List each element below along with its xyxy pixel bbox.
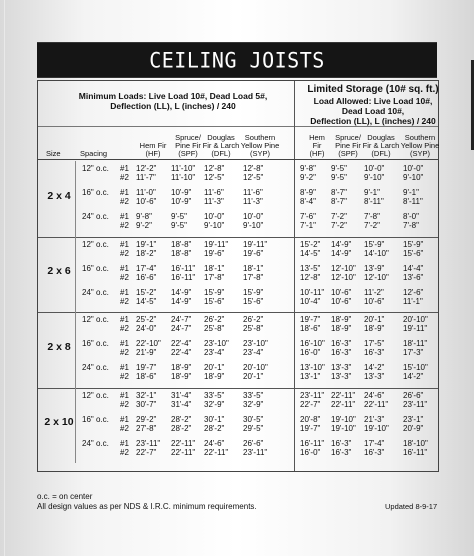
span-cell: 19'-11" <box>403 324 428 333</box>
span-cell: 22'-11" <box>171 438 196 448</box>
spacing-label: 16" o.c. <box>82 188 109 197</box>
spacing-label: 16" o.c. <box>82 339 109 348</box>
span-cell: 10'-6" <box>364 296 385 306</box>
footnote-oc: o.c. = on center <box>37 492 93 501</box>
size-label: 2 x 4 <box>47 189 71 202</box>
span-cell: 22'-7" <box>136 447 157 457</box>
span-cell: 22'-11" <box>331 399 356 409</box>
span-cell: 17'-3" <box>403 348 424 357</box>
lim-col-3-header-line: Yellow Pine <box>400 141 440 150</box>
span-cell: 13'-3" <box>331 372 352 381</box>
span-cell: 30'-5" <box>243 414 264 424</box>
span-cell: 22'-4" <box>171 348 192 357</box>
span-cell: 9'-8" <box>300 164 316 173</box>
span-cell: 16'-3" <box>331 339 352 348</box>
spacing-label: 12" o.c. <box>82 390 109 400</box>
min-col-3-header-line: (SYP) <box>249 149 270 158</box>
span-cell: 15'-9" <box>243 287 264 297</box>
span-cell: 20'-9" <box>403 423 424 433</box>
grade-label: #1 <box>120 390 129 400</box>
span-cell: 27'-8" <box>136 423 157 433</box>
spacing-label: 24" o.c. <box>82 212 109 221</box>
span-cell: 14'-5" <box>136 296 157 306</box>
span-cell: 9'-1" <box>403 188 419 197</box>
span-cell: 19'-11" <box>243 239 268 249</box>
span-cell: 23'-11" <box>136 438 161 448</box>
span-cell: 28'-2" <box>171 423 192 433</box>
span-cell: 19'-11" <box>204 239 229 249</box>
lim-col-3-header-line: Southern <box>404 133 436 142</box>
span-cell: 20'-10" <box>243 363 268 372</box>
span-cell: 9'-5" <box>331 164 347 173</box>
span-cell: 18'-9" <box>331 324 352 333</box>
span-cell: 18'-9" <box>204 372 225 381</box>
span-cell: 20'-10" <box>403 315 428 324</box>
span-cell: 16'-3" <box>331 438 352 448</box>
spacing-label: 16" o.c. <box>82 263 109 273</box>
grade-label: #2 <box>120 221 129 230</box>
span-cell: 13'-3" <box>364 372 385 381</box>
span-cell: 19'-10" <box>331 414 356 424</box>
span-cell: 19'-7" <box>136 363 157 372</box>
span-cell: 32'-9" <box>243 399 264 409</box>
column-header-rule <box>38 159 438 160</box>
span-cell: 18'-6" <box>136 372 157 381</box>
limited-storage-subheading <box>303 96 443 126</box>
span-cell: 22'-10" <box>136 339 161 348</box>
span-cell: 9'-10" <box>403 173 424 182</box>
span-cell: 12'-5" <box>243 173 264 182</box>
span-cell: 10'-0" <box>403 164 424 173</box>
span-cell: 16'-3" <box>364 348 385 357</box>
span-cell: 9'-1" <box>364 188 380 197</box>
span-cell: 7'-1" <box>300 221 316 230</box>
span-cell: 28'-2" <box>171 414 192 424</box>
span-cell: 15'-2" <box>300 239 321 249</box>
span-cell: 9'-5" <box>171 221 187 230</box>
span-cell: 26'-2" <box>243 315 264 324</box>
span-cell: 10'-6" <box>331 287 352 297</box>
span-cell: 9'-8" <box>136 212 152 221</box>
span-cell: 22'-4" <box>171 339 192 348</box>
span-cell: 25'-8" <box>204 324 225 333</box>
grade-label: #1 <box>120 315 129 324</box>
span-cell: 8'-11" <box>403 197 423 206</box>
grade-label: #1 <box>120 287 129 297</box>
span-cell: 14'-9" <box>171 296 192 306</box>
span-cell: 16'-11" <box>300 438 325 448</box>
span-cell: 16'-0" <box>300 348 321 357</box>
span-cell: 11'-6" <box>243 188 263 197</box>
span-cell: 22'-11" <box>204 447 229 457</box>
span-cell: 15'-6" <box>243 296 264 306</box>
span-cell: 10'-6" <box>331 296 352 306</box>
lim-col-2-header-line: Douglas <box>367 133 395 142</box>
size-label: 2 x 10 <box>44 416 74 429</box>
span-cell: 12'-10" <box>331 263 356 273</box>
span-cell: 13'-5" <box>300 263 321 273</box>
span-cell: 24'-0" <box>136 324 157 333</box>
span-cell: 8'-0" <box>403 212 419 221</box>
span-cell: 13'-1" <box>300 372 321 381</box>
span-cell: 10'-0" <box>243 212 264 221</box>
spacing-label: 16" o.c. <box>82 414 109 424</box>
span-cell: 12'-8" <box>300 272 321 282</box>
span-cell: 32'-1" <box>136 390 157 400</box>
grade-label: #1 <box>120 239 129 249</box>
lim-col-1-header-line: (SPF) <box>338 149 358 158</box>
section-divider <box>294 81 295 471</box>
lim-col-0-header-line: Hem <box>309 133 325 142</box>
span-cell: 19'-10" <box>364 423 389 433</box>
grade-label: #1 <box>120 438 129 448</box>
span-cell: 20'-1" <box>243 372 264 381</box>
lim-col-0-header-line: Fir <box>312 141 322 150</box>
span-cell: 10'-4" <box>300 296 321 306</box>
size-block-divider <box>38 312 438 313</box>
min-col-0-header-line: (HF) <box>145 149 161 158</box>
span-cell: 19'-10" <box>331 423 356 433</box>
grade-label: #2 <box>120 173 129 182</box>
span-cell: 23'-4" <box>204 348 225 357</box>
span-cell: 26'-6" <box>243 438 264 448</box>
span-cell: 18'-9" <box>364 324 385 333</box>
span-cell: 23'-11" <box>403 399 428 409</box>
lim-col-2-header-line: (DFL) <box>371 149 391 158</box>
span-cell: 29'-5" <box>243 423 264 433</box>
span-cell: 19'-6" <box>243 248 264 258</box>
span-cell: 15'-9" <box>364 239 385 249</box>
span-cell: 9'-10" <box>364 173 385 182</box>
span-cell: 10'-9" <box>171 197 192 206</box>
lim-col-1-header-line: Pine Fir <box>335 141 361 150</box>
min-col-1-header-line: Pine Fir <box>175 141 201 150</box>
grade-label: #2 <box>120 296 129 306</box>
updated-date: Updated 8-9-17 <box>385 502 438 511</box>
grade-label: #2 <box>120 447 129 457</box>
span-cell: 23'-10" <box>204 339 229 348</box>
spacing-label: 24" o.c. <box>82 287 109 297</box>
span-cell: 12'-5" <box>204 173 225 182</box>
size-column-divider <box>75 161 76 237</box>
span-cell: 23'-11" <box>243 447 268 457</box>
span-cell: 8'-9" <box>300 188 316 197</box>
grade-label: #2 <box>120 348 129 357</box>
span-cell: 11'-10" <box>171 173 196 182</box>
minimum-loads-line-2: Deflection (LL), L (inches) / 240 <box>110 101 236 111</box>
span-cell: 18'-6" <box>300 324 321 333</box>
span-cell: 32'-9" <box>204 399 225 409</box>
span-cell: 22'-7" <box>300 399 321 409</box>
span-cell: 7'-8" <box>403 221 419 230</box>
span-cell: 20'-1" <box>204 363 225 372</box>
span-cell: 12'-2" <box>136 164 157 173</box>
span-cell: 11'-10" <box>171 164 196 173</box>
span-cell: 9'-5" <box>171 212 187 221</box>
size-label: 2 x 8 <box>47 340 71 353</box>
span-cell: 18'-9" <box>171 363 192 372</box>
span-cell: 17'-5" <box>364 339 385 348</box>
lim-col-0-header-line: (HF) <box>309 149 325 158</box>
spacing-label: 24" o.c. <box>82 363 109 372</box>
limited-storage-line-3: Deflection (LL), L (inches) / 240 <box>310 116 436 126</box>
span-cell: 7'-8" <box>364 212 380 221</box>
span-cell: 30'-7" <box>136 399 157 409</box>
span-cell: 29'-2" <box>136 414 157 424</box>
span-cell: 13'-6" <box>403 272 424 282</box>
span-cell: 12'-8" <box>204 164 225 173</box>
min-col-3-header-line: Southern <box>244 133 276 142</box>
min-col-3-header-line: Yellow Pine <box>240 141 280 150</box>
span-cell: 21'-3" <box>364 414 385 424</box>
span-cell: 16'-0" <box>300 447 321 457</box>
span-cell: 33'-5" <box>243 390 264 400</box>
span-cell: 16'-11" <box>171 272 196 282</box>
span-cell: 7'-2" <box>364 221 380 230</box>
grade-label: #1 <box>120 263 129 273</box>
span-cell: 15'-9" <box>204 287 225 297</box>
grade-label: #2 <box>120 372 129 381</box>
span-cell: 20'-1" <box>364 315 385 324</box>
span-cell: 25'-8" <box>243 324 264 333</box>
span-cell: 7'-2" <box>331 221 347 230</box>
lim-col-2-header-line: Fir & Larch <box>362 141 400 150</box>
span-cell: 18'-10" <box>403 438 428 448</box>
span-cell: 19'-7" <box>300 315 321 324</box>
span-cell: 16'-3" <box>331 447 352 457</box>
span-cell: 12'-6" <box>403 287 424 297</box>
size-column-divider <box>75 312 76 388</box>
grade-label: #1 <box>120 212 129 221</box>
span-cell: 23'-4" <box>243 348 264 357</box>
spacing-label: 24" o.c. <box>82 438 109 448</box>
minimum-loads-line-1: Minimum Loads: Live Load 10#, Dead Load 5#, <box>78 91 268 101</box>
spacing-label: 12" o.c. <box>82 239 109 249</box>
span-cell: 13'-9" <box>364 263 385 273</box>
span-cell: 26'-2" <box>204 315 225 324</box>
min-col-0-header-line: Hem Fir <box>139 141 167 150</box>
span-cell: 16'-11" <box>403 447 428 457</box>
span-cell: 16'-11" <box>171 263 196 273</box>
min-col-2-header-line: Douglas <box>207 133 235 142</box>
span-cell: 19'-1" <box>136 239 157 249</box>
span-cell: 9'-2" <box>136 221 152 230</box>
span-cell: 26'-6" <box>403 390 424 400</box>
span-cell: 13'-10" <box>300 363 325 372</box>
span-cell: 24'-7" <box>171 315 192 324</box>
size-column-divider <box>75 237 76 313</box>
span-cell: 15'-6" <box>403 248 424 258</box>
page-title: CEILING JOISTS <box>37 42 437 78</box>
span-cell: 18'-8" <box>171 239 192 249</box>
grade-label: #1 <box>120 363 129 372</box>
span-cell: 11'-1" <box>403 296 423 306</box>
grade-label: #2 <box>120 423 129 433</box>
span-cell: 15'-9" <box>403 239 424 249</box>
span-cell: 10'-0" <box>364 164 385 173</box>
footnotes <box>37 492 257 512</box>
grade-label: #1 <box>120 414 129 424</box>
span-cell: 14'-4" <box>403 263 424 273</box>
grade-label: #2 <box>120 272 129 282</box>
span-cell: 14'-2" <box>364 363 385 372</box>
span-cell: 21'-9" <box>136 348 157 357</box>
span-cell: 9'-10" <box>243 221 264 230</box>
size-label: 2 x 6 <box>47 265 71 278</box>
size-column-header: Size <box>46 149 61 158</box>
span-cell: 9'-2" <box>300 173 316 182</box>
min-col-1-header-line: (SPF) <box>178 149 198 158</box>
span-cell: 15'-10" <box>403 363 428 372</box>
min-col-2-header-line: (DFL) <box>211 149 231 158</box>
span-cell: 22'-11" <box>331 390 356 400</box>
grade-label: #1 <box>120 188 129 197</box>
footnote-nds: All design values as per NDS & I.R.C. minimum requirements. <box>37 502 257 511</box>
span-cell: 31'-4" <box>171 399 192 409</box>
span-cell: 24'-7" <box>171 324 192 333</box>
span-cell: 23'-11" <box>300 390 325 400</box>
span-cell: 28'-2" <box>204 423 225 433</box>
size-block-divider <box>38 237 438 238</box>
span-cell: 18'-9" <box>331 315 352 324</box>
span-cell: 16'-6" <box>136 272 157 282</box>
span-cell: 11'-6" <box>204 188 224 197</box>
span-cell: 7'-6" <box>300 212 316 221</box>
span-cell: 31'-4" <box>171 390 192 400</box>
spacing-label: 12" o.c. <box>82 315 109 324</box>
span-cell: 14'-9" <box>331 239 352 249</box>
min-col-1-header-line: Spruce/ <box>175 133 201 142</box>
span-cell: 18'-8" <box>171 248 192 258</box>
span-cell: 9'-10" <box>204 221 225 230</box>
span-cell: 14'-10" <box>364 248 389 258</box>
span-cell: 10'-11" <box>300 287 325 297</box>
page-edge-line <box>4 0 5 556</box>
span-cell: 14'-5" <box>300 248 321 258</box>
span-cell: 9'-5" <box>331 173 347 182</box>
span-cell: 10'-0" <box>204 212 225 221</box>
span-cell: 11'-7" <box>136 173 156 182</box>
span-cell: 12'-10" <box>364 272 389 282</box>
grade-label: #1 <box>120 164 129 173</box>
span-cell: 19'-6" <box>204 248 225 258</box>
span-cell: 14'-9" <box>171 287 192 297</box>
header-rule <box>38 126 438 127</box>
span-cell: 23'-10" <box>243 339 268 348</box>
span-cell: 7'-2" <box>331 212 347 221</box>
span-cell: 12'-8" <box>243 164 264 173</box>
span-cell: 25'-2" <box>136 315 157 324</box>
span-cell: 15'-6" <box>204 296 225 306</box>
span-cell: 20'-8" <box>300 414 321 424</box>
span-cell: 17'-8" <box>243 272 264 282</box>
span-cell: 11'-3" <box>243 197 263 206</box>
span-cell: 30'-1" <box>204 414 225 424</box>
span-cell: 17'-4" <box>364 438 385 448</box>
span-cell: 22'-11" <box>364 399 389 409</box>
lim-col-1-header-line: Spruce/ <box>335 133 361 142</box>
grade-label: #1 <box>120 339 129 348</box>
span-cell: 19'-7" <box>300 423 321 433</box>
span-cell: 15'-2" <box>136 287 157 297</box>
span-cell: 16'-3" <box>364 447 385 457</box>
span-cell: 18'-11" <box>403 339 428 348</box>
span-cell: 33'-5" <box>204 390 225 400</box>
span-cell: 10'-6" <box>136 197 157 206</box>
limited-storage-line-2: Dead Load 10#, <box>341 106 405 116</box>
grade-label: #2 <box>120 324 129 333</box>
span-cell: 18'-1" <box>204 263 225 273</box>
span-cell: 8'-7" <box>331 197 347 206</box>
span-cell: 11'-0" <box>136 188 156 197</box>
size-column-divider <box>75 388 76 464</box>
span-cell: 17'-4" <box>136 263 157 273</box>
span-cell: 24'-6" <box>364 390 385 400</box>
span-cell: 11'-2" <box>364 287 384 297</box>
span-cell: 13'-3" <box>331 363 352 372</box>
lim-col-3-header-line: (SYP) <box>409 149 430 158</box>
span-cell: 11'-3" <box>204 197 224 206</box>
span-cell: 10'-9" <box>171 188 192 197</box>
spacing-column-header: Spacing <box>80 149 108 158</box>
spacing-label: 12" o.c. <box>82 164 109 173</box>
span-cell: 22'-11" <box>171 447 196 457</box>
span-cell: 23'-1" <box>403 414 424 424</box>
min-col-2-header-line: Fir & Larch <box>202 141 240 150</box>
span-cell: 12'-10" <box>331 272 356 282</box>
span-table <box>37 80 439 472</box>
span-cell: 8'-7" <box>331 188 347 197</box>
limited-storage-title: Limited Storage (10# sq. ft.) <box>307 84 439 95</box>
span-cell: 24'-6" <box>204 438 225 448</box>
grade-label: #2 <box>120 399 129 409</box>
span-cell: 8'-4" <box>300 197 316 206</box>
size-block-divider <box>38 388 438 389</box>
span-cell: 18'-1" <box>243 263 264 273</box>
span-cell: 16'-3" <box>331 348 352 357</box>
span-cell: 14'-9" <box>331 248 352 258</box>
grade-label: #2 <box>120 248 129 258</box>
span-cell: 17'-8" <box>204 272 225 282</box>
span-cell: 18'-9" <box>171 372 192 381</box>
minimum-loads-heading <box>58 91 288 111</box>
span-cell: 18'-2" <box>136 248 157 258</box>
limited-storage-line-1: Load Allowed: Live Load 10#, <box>313 96 433 106</box>
span-cell: 8'-11" <box>364 197 384 206</box>
span-cell: 16'-10" <box>300 339 325 348</box>
span-cell: 14'-2" <box>403 372 424 381</box>
grade-label: #2 <box>120 197 129 206</box>
